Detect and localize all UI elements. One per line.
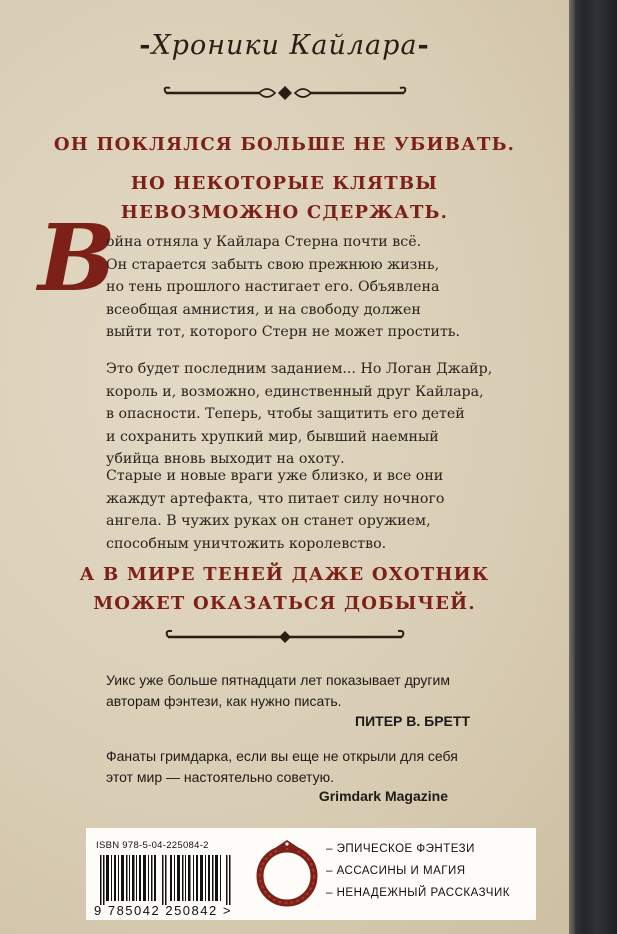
text-line: ангела. В чужих руках он станет оружием, <box>106 513 431 529</box>
text-line: всеобщая амнистия, и на свободу должен <box>106 301 421 318</box>
ouroboros-serpent-icon <box>251 834 323 914</box>
series-title: -Хроники Кайлара- <box>139 30 430 61</box>
paragraph-1 <box>106 231 526 344</box>
quote-line: этот мир — настоятельно советую. <box>106 769 334 785</box>
barcode-icon <box>96 855 236 905</box>
tagline-line: НЕВОЗМОЖНО СДЕРЖАТЬ. <box>120 202 449 223</box>
text-line: выйти тот, которого Стерн не может простить. <box>106 324 461 340</box>
book-spine <box>569 0 617 934</box>
text-line: ойна отняла у Кайлара Стерна почти всё. <box>106 234 422 250</box>
text-line: жаждут артефакта, что питает силу ночного <box>106 490 445 507</box>
isbn-digits: 9 785042 250842 > <box>94 903 232 918</box>
tagline-line: МОЖЕТ ОКАЗАТЬСЯ ДОБЫЧЕЙ. <box>93 593 476 614</box>
quote-line: Уикс уже больше пятнадцати лет показывает другим <box>106 672 450 688</box>
isbn-label: ISBN 978-5-04-225084-2 <box>96 840 209 851</box>
barcode-panel <box>86 828 536 920</box>
review-quote-2 <box>106 746 506 788</box>
quote-1-author: ПИТЕР В. БРЕТТ <box>355 713 470 729</box>
genre-item: – АССАСИНЫ И МАГИЯ <box>326 865 466 877</box>
top-ornament-divider <box>164 82 406 104</box>
genre-list <box>326 838 510 904</box>
paragraph-3 <box>106 465 536 555</box>
text-line: Это будет последним заданием... Но Логан Джайр, <box>106 361 493 377</box>
genre-item: – НЕНАДЕЖНЫЙ РАССКАЗЧИК <box>326 887 510 899</box>
text-line: убийца вновь выходит на охоту. <box>106 451 345 467</box>
quote-2-author: Grimdark Magazine <box>318 788 448 804</box>
text-line: король и, возможно, единственный друг Кайлара, <box>106 383 484 400</box>
tagline-line: НО НЕКОТОРЫЕ КЛЯТВЫ <box>130 173 439 194</box>
paragraph-2 <box>106 358 536 471</box>
text-line: способным уничтожить королевство. <box>106 535 387 552</box>
text-line: но тень прошлого настигает его. Объявлена <box>106 279 440 295</box>
quote-line: Фанаты гримдарка, если вы еще не открыли для себя <box>106 748 458 764</box>
text-line: Старые и новые враги уже близко, и все они <box>106 468 444 484</box>
text-line: в опасности. Теперь, чтобы защитить его детей <box>106 406 465 422</box>
review-quote-1 <box>106 670 506 712</box>
tagline-bottom <box>0 560 569 618</box>
bottom-ornament-divider <box>164 626 406 648</box>
drop-cap-letter: В <box>38 204 116 312</box>
text-line: и сохранить хрупкий мир, бывший наемный <box>106 428 439 445</box>
tagline-line: А В МИРЕ ТЕНЕЙ ДАЖЕ ОХОТНИК <box>79 564 490 585</box>
quote-line: авторам фэнтези, как нужно писать. <box>106 693 342 709</box>
drop-cap-initial <box>34 204 116 312</box>
genre-item: – ЭПИЧЕСКОЕ ФЭНТЕЗИ <box>326 843 475 855</box>
text-line: Он старается забыть свою прежнюю жизнь, <box>106 256 440 273</box>
tagline-line: ОН ПОКЛЯЛСЯ БОЛЬШЕ НЕ УБИВАТЬ. <box>53 134 516 155</box>
